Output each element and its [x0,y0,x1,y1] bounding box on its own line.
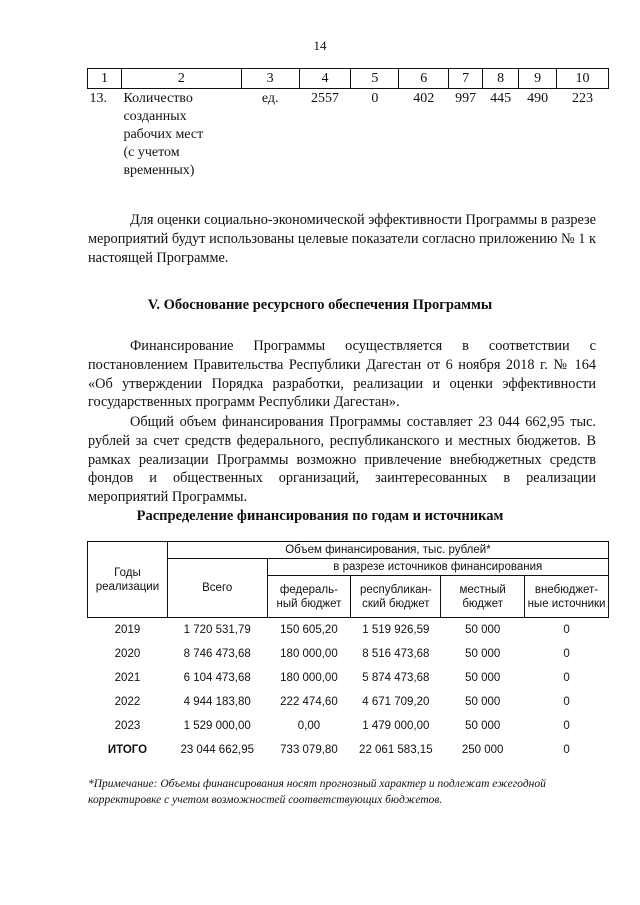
header-cell: 6 [399,69,449,89]
table-row [88,618,609,643]
header-cell: 8 [483,69,519,89]
column-total: Всего [167,559,267,618]
cell-republic: 5 874 473,68 [362,672,430,684]
cell-local: 50 000 [465,696,501,708]
value-cell: 997 [455,91,477,106]
cell-republic: 22 061 583,15 [359,744,433,756]
indicator-name-line: (с учетом [123,145,180,160]
indicator-name [121,89,241,181]
cell-federal: 180 000,00 [280,672,338,684]
cell-extra: 0 [563,648,570,660]
cell-extra: 0 [563,744,570,756]
cell-republic: 1 479 000,00 [362,720,430,732]
cell-republic: 4 671 709,20 [362,696,430,708]
cell-year: 2021 [114,672,141,684]
cell-total: 1 720 531,79 [183,624,251,636]
cell-total: 23 044 662,95 [180,744,254,756]
cell-federal: 733 079,80 [280,744,338,756]
cell-republic: 1 519 926,59 [362,624,430,636]
cell-republic: 8 516 473,68 [362,648,430,660]
header-cell: 3 [241,69,299,89]
indicator-name-line: Количество [123,91,193,106]
cell-total: 8 746 473,68 [183,648,251,660]
paragraph-indicators: Для оценки социально-экономической эффективности Программы в разрезе мероприятий будут использованы целевые показатели согласно приложению № 1 к настоящей Программе. [88,212,596,266]
paragraph-financing-volume: Общий объем финансирования Программы составляет 23 044 662,95 тыс. рублей за счет средств федерального, республиканского и местных бюджетов. В рамках реализации Программы возможно привлечение внебюджетных средств фондов и общественных организаций, заинтересованных в реализации мероприятий Программы. [88,414,596,506]
row-number: 13. [89,91,107,106]
table-row [88,642,609,666]
unit: ед. [261,91,279,106]
value-cell: 2557 [311,91,340,106]
section-heading: V. Обоснование ресурсного обеспечения Программы [147,297,493,313]
cell-total-label: ИТОГО [107,744,148,756]
column-republic: республикан-ский бюджет [351,576,441,618]
cell-local: 50 000 [465,624,501,636]
cell-extra: 0 [563,720,570,732]
table-heading: Распределение финансирования по годам и источникам [136,508,504,524]
cell-local: 250 000 [461,744,504,756]
cell-local: 50 000 [465,720,501,732]
footnote: *Примечание: Объемы финансирования носят прогнозный характер и подлежат ежегодной корректировке с учетом возможностей соответствующих бюджетов. [88,778,546,806]
cell-local: 50 000 [465,672,501,684]
cell-year: 2019 [114,624,141,636]
value-cell: 445 [490,91,512,106]
cell-extra: 0 [563,672,570,684]
cell-total: 1 529 000,00 [183,720,251,732]
table-row [88,89,609,181]
financing-table [87,541,609,762]
indicator-name-line: рабочих мест [123,127,204,142]
column-volume: Объем финансирования, тыс. рублей* [167,542,608,559]
value-cell: 490 [527,91,549,106]
value-cell: 0 [371,91,379,106]
header-cell: 2 [121,69,241,89]
cell-federal: 222 474,60 [280,696,338,708]
cell-year: 2020 [114,648,141,660]
cell-total: 6 104 473,68 [183,672,251,684]
header-cell: 10 [557,69,609,89]
cell-federal: 180 000,00 [280,648,338,660]
column-sources: в разрезе источников финансирования [267,559,608,576]
column-local: местный бюджет [441,576,525,618]
column-extra: внебюджет-ные источники [525,576,609,618]
cell-federal: 0,00 [297,720,321,732]
cell-extra: 0 [563,696,570,708]
header-cell: 4 [299,69,351,89]
paragraph-financing-basis: Финансирование Программы осуществляется в соответствии с постановлением Правительства Республики Дагестан от 6 ноября 2018 г. № 164 «Об утверждении Порядка разработки, реализации и оценки эффективности государственных программ Республики Дагестан». [88,338,596,411]
header-cell: 5 [351,69,399,89]
cell-extra: 0 [563,624,570,636]
cell-year: 2022 [114,696,141,708]
column-federal: федераль-ный бюджет [267,576,351,618]
header-cell: 9 [519,69,557,89]
cell-total: 4 944 183,80 [183,696,251,708]
header-cell: 1 [88,69,122,89]
cell-local: 50 000 [465,648,501,660]
value-cell: 223 [572,91,594,106]
cell-year: 2023 [114,720,141,732]
table-row [88,714,609,738]
indicators-header-row [88,69,609,89]
header-cell: 7 [449,69,483,89]
indicator-name-line: созданных [123,109,187,124]
column-years: Годы реализации [88,542,168,618]
indicators-table [87,68,609,180]
table-row [88,690,609,714]
page-number: 14 [313,38,327,53]
value-cell: 402 [413,91,435,106]
cell-federal: 150 605,20 [280,624,338,636]
indicator-name-line: временных) [123,163,195,178]
total-row [88,738,609,762]
table-row [88,666,609,690]
